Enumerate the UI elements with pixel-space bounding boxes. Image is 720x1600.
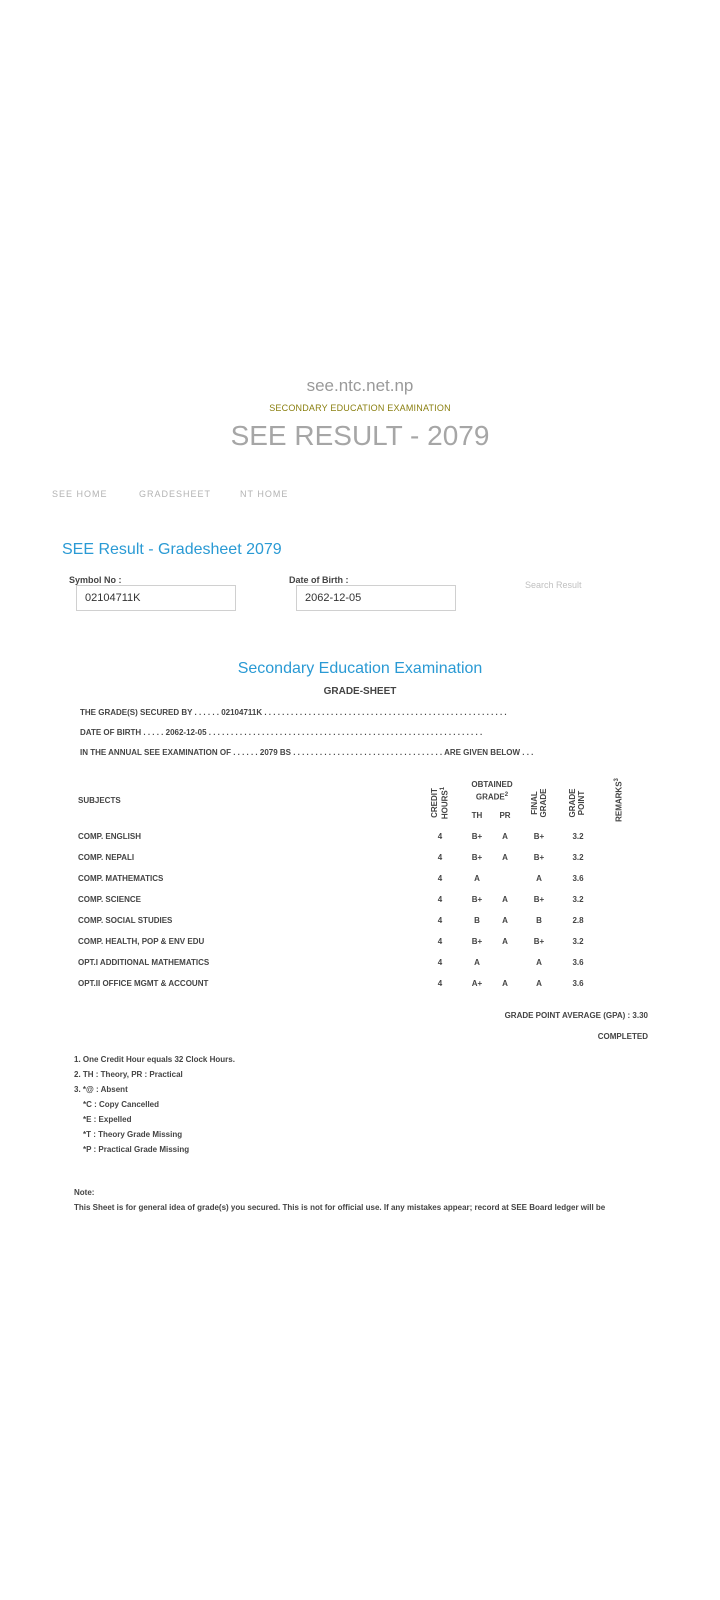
exam-line: IN THE ANNUAL SEE EXAMINATION OF . . . . . . 2079 BS . . . . . . . . . . . . . . . . . . . . . . . . . . . . . . . . . . ARE GIVEN BELOW . . .	[80, 748, 534, 757]
footnote: *P : Practical Grade Missing	[83, 1145, 190, 1154]
pr-cell: A	[502, 916, 508, 925]
subjects-header: SUBJECTS	[78, 796, 121, 805]
search-result-button[interactable]: Search Result	[525, 580, 582, 590]
credit-cell: 4	[437, 874, 443, 883]
subject-cell: COMP. HEALTH, POP & ENV EDU	[78, 937, 205, 946]
credit-hours-header: CREDIT HOURS$^1$	[430, 786, 450, 820]
footnote: *E : Expelled	[83, 1115, 132, 1124]
final-grade-cell: A	[536, 874, 542, 883]
credit-cell: 4	[437, 916, 443, 925]
grade-point-cell: 3.6	[572, 979, 584, 988]
form-heading: SEE Result - Gradesheet 2079	[62, 541, 282, 558]
result-status: COMPLETED	[597, 1032, 648, 1041]
remarks-header: REMARKS$^3$	[614, 778, 624, 822]
subject-cell: COMP. SCIENCE	[78, 895, 141, 904]
footnote: *C : Copy Cancelled	[83, 1100, 160, 1109]
note-text: This Sheet is for general idea of grade(s) you secured. This is not for official use. If any mistakes appear; record at SEE Board ledger will be	[74, 1203, 606, 1212]
credit-cell: 4	[437, 979, 443, 988]
final-grade-cell: B+	[533, 895, 545, 904]
site-domain: see.ntc.net.np	[306, 376, 414, 395]
symbol-input[interactable]	[76, 585, 236, 611]
final-grade-cell: B	[536, 916, 542, 925]
subject-cell: OPT.II OFFICE MGMT & ACCOUNT	[78, 979, 209, 988]
credit-cell: 4	[437, 832, 443, 841]
pr-header: PR	[499, 811, 511, 820]
page-title: SEE RESULT - 2079	[230, 420, 490, 451]
grade-point-cell: 3.6	[572, 958, 584, 967]
dob-label: Date of Birth :	[289, 575, 349, 585]
footnote: 1. One Credit Hour equals 32 Clock Hours.	[74, 1055, 235, 1064]
th-cell: A+	[471, 979, 483, 988]
final-grade-cell: B+	[533, 832, 545, 841]
grade-point-cell: 3.2	[572, 832, 584, 841]
nav-see-home[interactable]: SEE HOME	[52, 489, 108, 499]
th-cell: A	[474, 958, 480, 967]
symbol-label: Symbol No :	[69, 575, 122, 585]
pr-cell: A	[502, 937, 508, 946]
nav-gradesheet[interactable]: GRADESHEET	[139, 489, 212, 499]
footnote: 3. *@ : Absent	[74, 1085, 128, 1094]
dob-input[interactable]	[296, 585, 456, 611]
credit-cell: 4	[437, 895, 443, 904]
subject-cell: COMP. MATHEMATICS	[78, 874, 164, 883]
pr-cell: A	[502, 832, 508, 841]
final-grade-cell: B+	[533, 853, 545, 862]
final-grade-cell: B+	[533, 937, 545, 946]
th-cell: B+	[471, 832, 483, 841]
final-grade-header: FINAL GRADE	[530, 788, 548, 818]
footnote: 2. TH : Theory, PR : Practical	[74, 1070, 183, 1079]
th-cell: B+	[471, 895, 483, 904]
exam-title: Secondary Education Examination	[237, 660, 483, 677]
note-label: Note:	[74, 1188, 95, 1197]
header-kicker: SECONDARY EDUCATION EXAMINATION	[269, 403, 451, 413]
dob-line: DATE OF BIRTH . . . . . 2062-12-05 . . . . . . . . . . . . . . . . . . . . . . . . . . . . . . . . . . . . . . . . . . . . . . . . . . . . . . . . . . . . . .	[80, 728, 483, 737]
pr-cell: A	[502, 979, 508, 988]
th-header: TH	[471, 811, 483, 820]
th-cell: A	[474, 874, 480, 883]
final-grade-cell: A	[536, 979, 542, 988]
grade-point-cell: 3.2	[572, 937, 584, 946]
subject-cell: OPT.I ADDITIONAL MATHEMATICS	[78, 958, 210, 967]
grade-point-cell: 2.8	[572, 916, 584, 925]
th-cell: B+	[471, 853, 483, 862]
pr-cell: A	[502, 895, 508, 904]
gradesheet-title: GRADE-SHEET	[323, 686, 397, 697]
subject-cell: COMP. ENGLISH	[78, 832, 141, 841]
grade-secured-line: THE GRADE(S) SECURED BY . . . . . . 02104711K . . . . . . . . . . . . . . . . . . . . . . . . . . . . . . . . . . . . . . . . . . . . . . . . . . . . . . .	[80, 708, 507, 717]
credit-cell: 4	[437, 958, 443, 967]
grade-point-header: GRADE POINT	[568, 788, 586, 818]
grade-point-cell: 3.6	[572, 874, 584, 883]
pr-cell: A	[502, 853, 508, 862]
subject-cell: COMP. SOCIAL STUDIES	[78, 916, 173, 925]
th-cell: B	[474, 916, 480, 925]
obtained-grade-header: OBTAINED GRADE$^2$	[471, 780, 513, 802]
grade-point-cell: 3.2	[572, 853, 584, 862]
gpa-value: GRADE POINT AVERAGE (GPA) : 3.30	[504, 1011, 648, 1020]
th-cell: B+	[471, 937, 483, 946]
credit-cell: 4	[437, 853, 443, 862]
credit-cell: 4	[437, 937, 443, 946]
final-grade-cell: A	[536, 958, 542, 967]
nav-nt-home[interactable]: NT HOME	[240, 489, 289, 499]
grade-point-cell: 3.2	[572, 895, 584, 904]
subject-cell: COMP. NEPALI	[78, 853, 135, 862]
footnote: *T : Theory Grade Missing	[83, 1130, 183, 1139]
